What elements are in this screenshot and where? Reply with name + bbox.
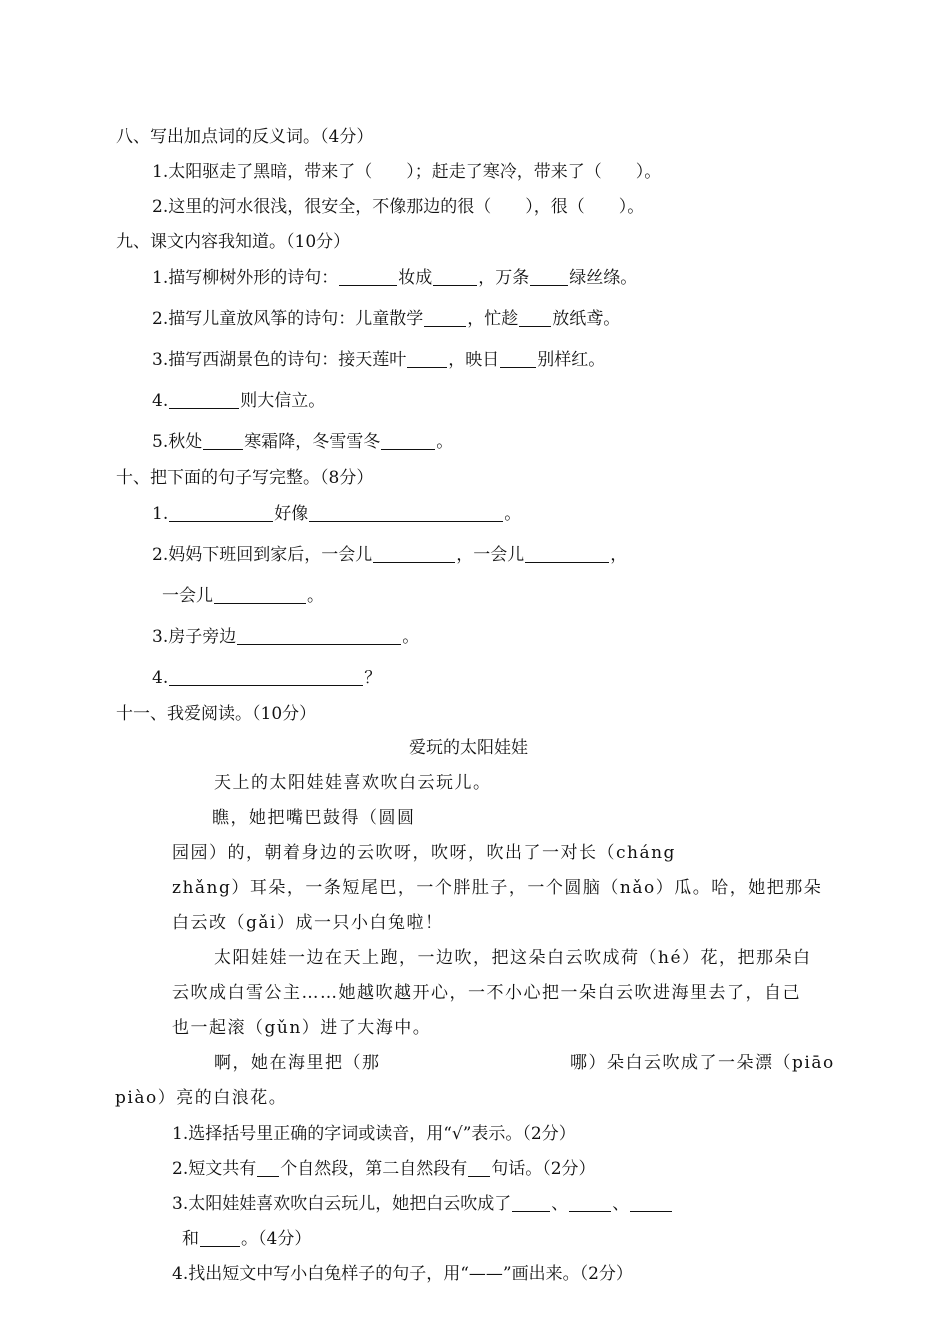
passage-p4-line2: piào）亮的白浪花。: [115, 1088, 288, 1108]
q-text: 和: [182, 1229, 199, 1249]
reading-q2: [172, 1157, 596, 1181]
q-text: ，万条: [478, 268, 530, 288]
q-text: 一会儿: [162, 586, 213, 606]
passage-p4-left: 啊，她在海里把（那: [214, 1053, 381, 1073]
section-10-q2: [152, 543, 627, 567]
q-text: 4.: [152, 668, 169, 688]
q-text: 、: [612, 1194, 630, 1214]
q-text: 1.: [152, 504, 169, 524]
section-10-q1: [152, 502, 521, 526]
section-9-q3: [152, 348, 605, 372]
q-text: ？: [364, 668, 382, 688]
answer-blank[interactable]: [257, 1159, 279, 1177]
answer-blank[interactable]: [237, 627, 401, 645]
reading-q3: [172, 1192, 673, 1216]
answer-blank[interactable]: [630, 1194, 672, 1212]
passage-p2-line4: 白云改（gǎi）成一只小白兔啦！: [172, 913, 444, 933]
q-text: 3.房子旁边: [152, 627, 237, 647]
q-text: 。: [307, 586, 324, 606]
q-text: 、: [551, 1194, 569, 1214]
section-9-q1: [152, 266, 637, 290]
answer-blank[interactable]: [203, 432, 243, 450]
q-text: 绿丝绦。: [569, 268, 638, 288]
answer-blank[interactable]: [381, 432, 435, 450]
section-8-q2: 2.这里的河水很浅，很安全，不像那边的很（ ），很（ ）。: [152, 197, 645, 217]
passage-p3-line3: 也一起滚（gǔn）进了大海中。: [172, 1018, 432, 1038]
q-text: 个自然段，第二自然段有: [280, 1159, 468, 1179]
q-text: ，: [610, 545, 628, 565]
reading-q4: 4.找出短文中写小白兔样子的句子，用“——”画出来。（2分）: [172, 1264, 633, 1284]
passage-p4-right: 哪）朵白云吹成了一朵漂（piāo: [570, 1053, 835, 1073]
section-9-q4: [152, 389, 325, 413]
passage-title: 爱玩的太阳娃娃: [409, 738, 528, 758]
answer-blank[interactable]: [339, 268, 397, 286]
q-text: 2.妈妈下班回到家后，一会儿: [152, 545, 373, 565]
answer-blank[interactable]: [169, 504, 273, 522]
q-text: ，一会儿: [456, 545, 525, 565]
section-9-q2: [152, 307, 620, 331]
answer-blank[interactable]: [512, 1194, 550, 1212]
section-10-q4: [152, 666, 381, 690]
q-text: 句话。（2分）: [491, 1159, 596, 1179]
passage-p2-line3: zhǎng）耳朵，一条短尾巴，一个胖肚子，一个圆脑（nǎo）瓜。哈，她把那朵: [172, 878, 823, 898]
q-text: 3.太阳娃娃喜欢吹白云玩儿，她把白云吹成了: [172, 1194, 512, 1214]
section-11-heading: 十一、我爱阅读。（10分）: [116, 704, 317, 724]
answer-blank[interactable]: [169, 391, 239, 409]
q-text: 。: [504, 504, 522, 524]
q-text: ，映日: [448, 350, 500, 370]
q-text: 放纸鸢。: [552, 309, 621, 329]
passage-p3-line2: 云吹成白雪公主……她越吹越开心，一不小心把一朵白云吹进海里去了，自己: [172, 983, 801, 1003]
q-text: 。: [436, 432, 454, 452]
section-10-heading: 十、把下面的句子写完整。（8分）: [116, 468, 374, 488]
q-text: 好像: [274, 504, 309, 524]
section-9-heading: 九、课文内容我知道。（10分）: [116, 232, 351, 252]
section-9-q5: [152, 430, 453, 454]
answer-blank[interactable]: [468, 1159, 490, 1177]
passage-p2-line1: 瞧，她把嘴巴鼓得（圆圆: [212, 808, 416, 828]
q-text: 寒霜降，冬雪雪冬: [244, 432, 381, 452]
answer-blank[interactable]: [214, 586, 306, 604]
answer-blank[interactable]: [500, 350, 536, 368]
q-text: 。（4分）: [241, 1229, 312, 1249]
q-text: 。: [402, 627, 420, 647]
answer-blank[interactable]: [373, 545, 455, 563]
section-10-q3: [152, 625, 419, 649]
section-8-q1: 1.太阳驱走了黑暗，带来了（ ）；赶走了寒冷，带来了（ ）。: [152, 162, 662, 182]
q-text: 4.: [152, 391, 169, 411]
q-text: 3.描写西湖景色的诗句：接天莲叶: [152, 350, 407, 370]
q-text: 2.描写儿童放风筝的诗句：儿童散学: [152, 309, 424, 329]
reading-q3-continued: [182, 1227, 311, 1251]
reading-q1: 1.选择括号里正确的字词或读音，用“√”表示。（2分）: [172, 1124, 576, 1144]
passage-p2-line2: 园园）的，朝着身边的云吹呀，吹呀，吹出了一对长（cháng: [172, 843, 676, 863]
answer-blank[interactable]: [407, 350, 447, 368]
q-text: 5.秋处: [152, 432, 203, 452]
q-text: ，忙趁: [467, 309, 519, 329]
answer-blank[interactable]: [525, 545, 609, 563]
section-10-q2-continued: [162, 584, 324, 608]
passage-p3-line1: 太阳娃娃一边在天上跑，一边吹，把这朵白云吹成荷（hé）花，把那朵白: [214, 948, 812, 968]
answer-blank[interactable]: [309, 504, 503, 522]
answer-blank[interactable]: [200, 1229, 240, 1247]
section-8-heading: 八、写出加点词的反义词。（4分）: [116, 127, 374, 147]
q-text: 别样红。: [537, 350, 606, 370]
answer-blank[interactable]: [424, 309, 466, 327]
answer-blank[interactable]: [569, 1194, 611, 1212]
q-text: 2.短文共有: [172, 1159, 257, 1179]
passage-p1: 天上的太阳娃娃喜欢吹白云玩儿。: [214, 773, 492, 793]
q-text: 妆成: [398, 268, 433, 288]
q-text: 则大信立。: [240, 391, 326, 411]
answer-blank[interactable]: [169, 668, 363, 686]
answer-blank[interactable]: [519, 309, 551, 327]
answer-blank[interactable]: [433, 268, 477, 286]
answer-blank[interactable]: [530, 268, 568, 286]
q-text: 1.描写柳树外形的诗句：: [152, 268, 339, 288]
